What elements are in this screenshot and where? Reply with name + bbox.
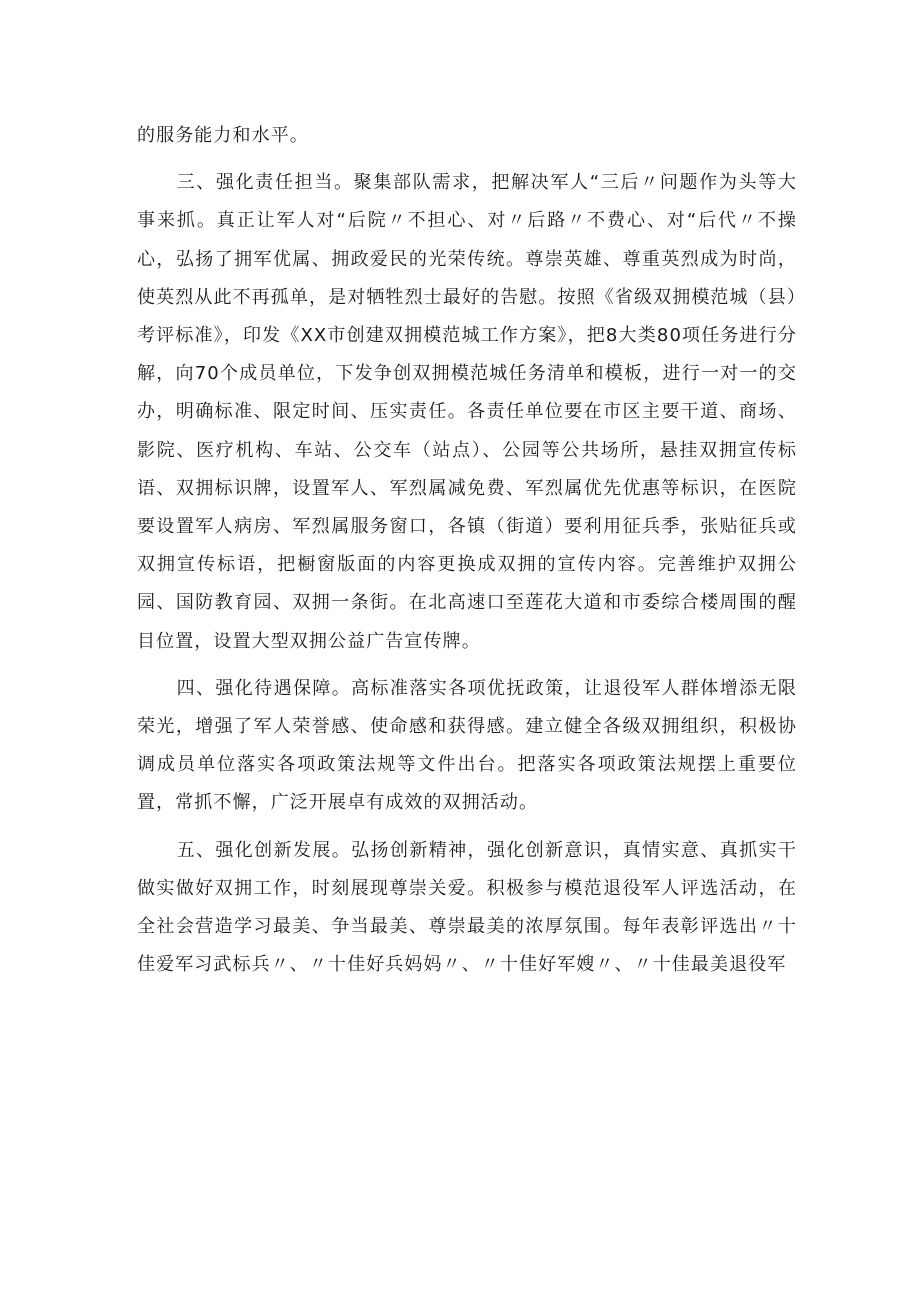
paragraph-continuation: 的服务能力和水平。 — [137, 125, 309, 146]
paragraph-spacer — [137, 661, 797, 670]
paragraph-section-4: 四、强化待遇保障。高标准落实各项优抚政策，让退役军人群体增添无限荣光，增强了军人荣誉感、使命感和获得感。建立健全各级双拥组织，积极协调成员单位落实各项政策法规等文件出台。把落实各项政策法规摆上重要位置，常抓不懈，广泛开展卓有成效的双拥活动。 — [137, 677, 797, 814]
paragraph-section-5: 五、强化创新发展。弘扬创新精神，强化创新意识，真情实意、真抓实干做实做好双拥工作，时刻展现尊崇关爱。积极参与模范退役军人评选活动，在全社会营造学习最美、争当最美、尊崇最美的浓厚氛围。每年表彰评选出〃十佳爱军习武标兵〃、〃十佳好兵妈妈〃、〃十佳好军嫂〃、〃十佳最美退役军 — [137, 839, 797, 976]
paragraph-spacer — [137, 155, 797, 164]
paragraph-section-3: 三、强化责任担当。聚集部队需求，把解决军人“三后〃问题作为头等大事来抓。真正让军人对“后院〃不担心、对〃后路〃不费心、对“后代〃不操心，弘扬了拥军优属、拥政爱民的光荣传统。尊崇英雄、尊重英烈成为时尚，使英烈从此不再孤单，是对牺牲烈士最好的告慰。按照《省级双拥模范城（县）考评标准》，印发《XX市创建双拥模范城工作方案》，把8大类80项任务进行分解，向70个成员单位，下发争创双拥模范城任务清单和模板，进行一对一的交办，明确标准、限定时间、压实责任。各责任单位要在市区主要干道、商场、影院、医疗机构、车站、公交车（站点）、公园等公共场所，悬挂双拥宣传标语、双拥标识牌，设置军人、军烈属减免费、军烈属优先优惠等标识，在医院要设置军人病房、军烈属服务窗口，各镇（街道）要利用征兵季，张贴征兵或双拥宣传标语，把橱窗版面的内容更换成双拥的宣传内容。完善维护双拥公园、国防教育园、双拥一条街。在北高速口至莲花大道和市委综合楼周围的醒目位置，设置大型双拥公益广告宣传牌。 — [137, 172, 797, 652]
paragraph-spacer — [137, 823, 797, 832]
document-body — [137, 117, 797, 984]
